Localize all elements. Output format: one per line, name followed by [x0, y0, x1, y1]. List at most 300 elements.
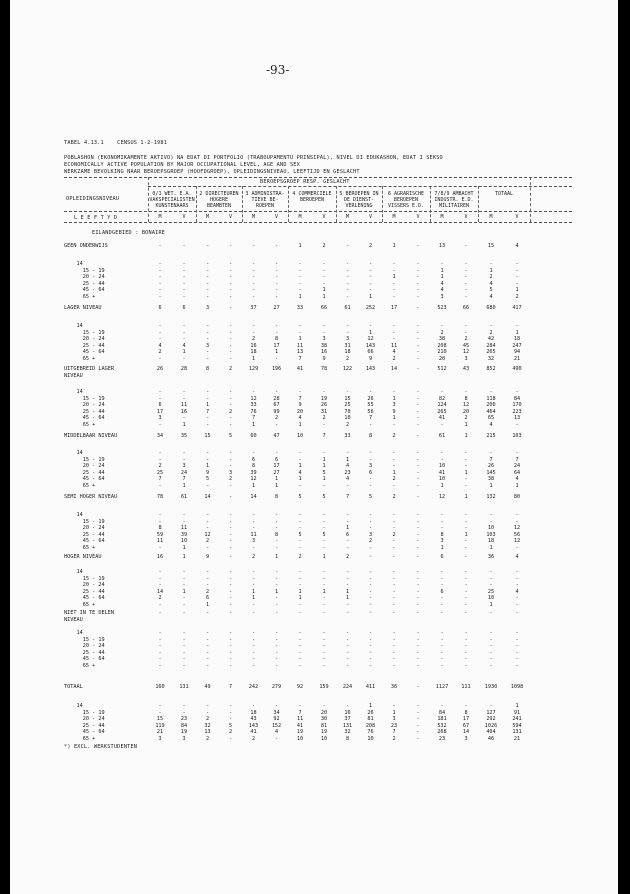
table-cell: - — [274, 602, 279, 608]
row-label: LAGER NIVEAU — [64, 305, 102, 311]
table-cell: 12 — [513, 525, 521, 532]
table-cell: 3 — [158, 415, 162, 422]
table-cell: - — [345, 512, 350, 518]
age-row — [64, 274, 572, 280]
table-cell: 15 — [344, 395, 351, 402]
table-cell: 6 — [251, 456, 256, 463]
table-cell: 103 — [486, 531, 496, 538]
table-cell: 92 — [273, 716, 280, 723]
table-cell: - — [228, 703, 233, 709]
table-cell: - — [205, 575, 210, 582]
table-cell: - — [464, 656, 468, 663]
table-cell: - — [368, 656, 373, 663]
table-cell: - — [464, 274, 468, 281]
table-cell: - — [464, 463, 468, 470]
table-cell: 32 — [344, 729, 351, 736]
table-cell: - — [251, 636, 256, 643]
table-cell: 18 — [487, 538, 495, 545]
table-cell: - — [251, 582, 256, 589]
table-cell: - — [392, 582, 396, 589]
sex-header: V — [368, 214, 372, 220]
table-cell: 2 — [205, 588, 210, 595]
table-cell: - — [392, 554, 396, 560]
table-cell: 127 — [486, 709, 496, 716]
table-cell: - — [228, 630, 233, 636]
table-cell: 7 — [182, 476, 186, 483]
table-cell: - — [464, 280, 468, 287]
table-cell: - — [345, 287, 350, 294]
section-label-row — [64, 494, 572, 500]
table-cell: - — [464, 476, 468, 483]
table-cell: 1 — [515, 329, 519, 336]
table-cell: 34 — [273, 709, 280, 716]
table-cell: - — [515, 595, 519, 602]
table-cell: - — [274, 538, 279, 545]
table-cell: 208 — [365, 722, 376, 729]
table-cell: 145 — [486, 469, 496, 476]
table-cell: 1 — [322, 588, 326, 595]
table-cell: 1 — [440, 545, 444, 551]
table-cell: - — [322, 483, 326, 489]
table-cell: - — [515, 610, 519, 616]
table-cell: 1 — [345, 525, 350, 532]
table-cell: 143 — [365, 366, 376, 372]
table-cell: - — [182, 274, 186, 281]
row-label: 20 - 24 — [64, 336, 105, 343]
table-cell: - — [205, 518, 210, 525]
table-cell: 268 — [437, 729, 447, 736]
table-cell: - — [464, 582, 468, 589]
row-label: 65 + — [64, 483, 96, 489]
table-cell: 1 — [298, 588, 302, 595]
table-cell: - — [298, 518, 302, 525]
row-label: NIVEAU — [64, 617, 83, 623]
table-cell: 67 — [462, 722, 470, 729]
table-cell: 1 — [182, 554, 186, 560]
table-cell: 8 — [205, 366, 210, 372]
table-cell: 11 — [296, 716, 304, 723]
age-row — [64, 643, 572, 649]
table-cell: 2 — [464, 415, 468, 422]
table-cell: - — [416, 329, 420, 336]
table-cell: 21 — [513, 736, 521, 742]
table-cell: - — [416, 402, 420, 409]
table-cell: - — [345, 602, 350, 608]
table-cell: - — [392, 538, 396, 545]
table-cell: - — [392, 267, 396, 274]
table-cell: - — [416, 554, 420, 560]
table-cell: 9 — [368, 356, 373, 362]
table-cell: - — [158, 294, 162, 300]
age-row — [64, 287, 572, 293]
table-cell: 36 — [390, 684, 398, 690]
table-cell: 43 — [462, 366, 470, 372]
table-cell: 9 — [205, 554, 210, 560]
table-cell: 10 — [296, 433, 304, 439]
table-cell: 30 — [320, 716, 328, 723]
table-cell: - — [298, 450, 302, 456]
table-cell: - — [158, 518, 162, 525]
table-cell: 7 — [298, 356, 302, 362]
table-cell: - — [368, 512, 373, 518]
table-cell: 12 — [462, 402, 470, 409]
table-cell: 5 — [489, 287, 493, 294]
table-cell: 131 — [512, 729, 522, 736]
table-cell: 2 — [322, 415, 326, 422]
row-label: GEEN ONDERWIJS — [64, 243, 108, 249]
table-cell: - — [345, 261, 350, 267]
table-cell: - — [440, 261, 444, 267]
table-cell: - — [368, 588, 373, 595]
table-cell: 7 — [228, 684, 233, 690]
table-cell: - — [464, 483, 468, 489]
age-row — [64, 525, 572, 531]
age-row — [64, 343, 572, 349]
table-cell: - — [182, 656, 186, 663]
table-cell: - — [228, 483, 233, 489]
table-cell: - — [416, 610, 420, 616]
table-cell: 2 — [228, 729, 233, 736]
table-cell: - — [345, 518, 350, 525]
table-cell: - — [228, 588, 233, 595]
table-cell: 1 — [298, 463, 302, 470]
sex-header: V — [515, 214, 519, 220]
row-label: 15 - 19 — [64, 395, 105, 402]
table-cell: - — [228, 349, 233, 356]
table-cell: - — [158, 656, 162, 663]
table-cell: 2 — [158, 463, 162, 470]
table-cell: - — [392, 649, 396, 656]
table-cell: 17 — [273, 342, 280, 349]
table-cell: - — [298, 329, 302, 336]
table-cell: - — [322, 636, 326, 643]
table-cell: 2 — [392, 494, 396, 500]
table-cell: 2 — [274, 415, 279, 422]
table-cell: - — [205, 287, 210, 294]
table-cell: - — [274, 569, 279, 575]
table-cell: 1 — [464, 433, 468, 439]
table-cell: 66 — [462, 305, 470, 311]
table-cell: 1 — [464, 422, 468, 428]
column-rule — [288, 186, 289, 222]
table-cell: 6 — [368, 469, 373, 476]
table-cell: 10 — [367, 736, 374, 742]
table-cell: - — [274, 595, 279, 602]
table-cell: 70 — [344, 408, 351, 415]
table-cell: - — [464, 329, 468, 336]
table-cell: - — [416, 538, 420, 545]
table-cell: - — [464, 545, 468, 551]
table-cell: - — [515, 649, 519, 656]
row-label: 15 - 19 — [64, 329, 105, 336]
row-label: SEMI HOGER NIVEAU — [64, 494, 118, 500]
table-cell: 1930 — [484, 684, 498, 690]
table-cell: - — [368, 267, 373, 274]
table-cell: 10 — [438, 476, 446, 483]
table-cell: 60 — [250, 433, 257, 439]
table-cell: 78 — [156, 494, 164, 500]
table-cell: - — [298, 389, 302, 395]
table-cell: - — [158, 575, 162, 582]
table-cell: - — [251, 569, 256, 575]
table-cell: - — [298, 575, 302, 582]
table-cell: 26 — [367, 395, 374, 402]
table-cell: 7 — [322, 433, 326, 439]
table-cell: - — [464, 602, 468, 608]
table-cell: 3 — [440, 294, 444, 300]
table-cell: - — [515, 582, 519, 589]
table-cell: - — [205, 545, 210, 551]
table-cell: - — [228, 716, 233, 723]
table-cell: 14 — [462, 729, 470, 736]
table-cell: - — [228, 569, 233, 575]
table-cell: 2 — [392, 476, 396, 483]
table-cell: - — [205, 663, 210, 669]
table-cell: 1 — [251, 483, 256, 489]
table-cell: - — [515, 512, 519, 518]
table-cell: - — [182, 663, 186, 669]
table-cell: - — [322, 274, 326, 281]
table-cell: - — [158, 422, 162, 428]
table-cell: 15 — [487, 243, 495, 249]
table-cell: - — [298, 610, 302, 616]
table-cell: - — [392, 663, 396, 669]
row-label: 45 - 64 — [64, 415, 105, 422]
table-cell: - — [515, 656, 519, 663]
table-cell: - — [182, 569, 186, 575]
table-cell: - — [464, 450, 468, 456]
table-cell: - — [228, 494, 233, 500]
table-cell: - — [322, 602, 326, 608]
row-label: NIET IN TE DELEN — [64, 610, 114, 616]
row-label: 14 — [64, 630, 83, 636]
table-cell: 1 — [274, 349, 279, 356]
table-cell: - — [322, 569, 326, 575]
table-cell: 16 — [320, 349, 328, 356]
table-cell: 4 — [274, 729, 279, 736]
table-cell: 1 — [489, 545, 493, 551]
table-cell: 26 — [367, 709, 374, 716]
table-cell: 6 — [440, 554, 444, 560]
table-cell: - — [274, 736, 279, 742]
table-cell: - — [298, 569, 302, 575]
table-cell: - — [322, 422, 326, 428]
table-cell: - — [158, 261, 162, 267]
table-cell: 56 — [513, 531, 521, 538]
table-cell: - — [228, 538, 233, 545]
table-title: TABEL 4.13.1 CENSUS 1-2-1981 — [64, 140, 168, 146]
table-cell: - — [464, 243, 468, 249]
table-cell: - — [228, 709, 233, 716]
table-cell: 1 — [392, 395, 396, 402]
table-cell: 14 — [204, 494, 211, 500]
table-cell: - — [205, 649, 210, 656]
table-cell: - — [368, 483, 373, 489]
table-cell: - — [464, 554, 468, 560]
table-cell: 1 — [274, 476, 279, 483]
table-cell: - — [322, 643, 326, 650]
table-cell: 1127 — [435, 684, 449, 690]
table-cell: - — [322, 649, 326, 656]
table-cell: - — [515, 261, 519, 267]
table-cell: - — [228, 531, 233, 538]
table-cell: - — [158, 323, 162, 329]
table-cell: - — [345, 545, 350, 551]
table-cell: - — [464, 294, 468, 300]
row-label: 45 - 64 — [64, 476, 105, 483]
rule-top — [64, 177, 572, 178]
table-cell: 7 — [489, 456, 493, 463]
table-cell: 3 — [205, 342, 210, 349]
table-cell: 1 — [251, 595, 256, 602]
table-cell: 31 — [320, 408, 328, 415]
row-label: 65 + — [64, 736, 96, 742]
table-cell: - — [322, 261, 326, 267]
table-cell: - — [228, 582, 233, 589]
table-cell: - — [392, 643, 396, 650]
caption-line-2: ECONOMICALLY ACTIVE POPULATION BY MAJOR OCCUPATIONAL LEVEL, AGE AND SEX — [64, 162, 300, 168]
table-cell: 8 — [368, 433, 373, 439]
table-cell: - — [182, 243, 186, 249]
table-cell: 1 — [515, 703, 519, 709]
row-label: 15 - 19 — [64, 267, 105, 274]
table-cell: - — [416, 582, 420, 589]
table-cell: - — [368, 518, 373, 525]
age-row — [64, 450, 572, 456]
table-cell: - — [158, 243, 162, 249]
table-cell: 3 — [368, 531, 373, 538]
table-cell: 19 — [320, 729, 328, 736]
row-label: UITGEBREID LAGER — [64, 366, 114, 372]
table-cell: - — [345, 575, 350, 582]
table-cell: 594 — [512, 722, 522, 729]
table-cell: - — [416, 575, 420, 582]
table-cell: - — [464, 595, 468, 602]
table-cell: - — [322, 323, 326, 329]
table-cell: - — [298, 280, 302, 287]
table-cell: 1 — [392, 469, 396, 476]
row-label: 14 — [64, 389, 83, 395]
age-row — [64, 409, 572, 415]
table-cell: - — [322, 512, 326, 518]
table-cell: - — [368, 569, 373, 575]
table-cell: - — [274, 294, 279, 300]
caption-line-1: POBLASHON (EKONOMIKAMENTE AKTIVO) NA EDAT DI PORTFOLIO (TRABOUPAMENTU PRINSIPAL), NIVEL DI EDUKASHON, EDAT I SEKSO — [64, 155, 443, 161]
table-cell: - — [322, 582, 326, 589]
table-cell: - — [205, 525, 210, 532]
table-cell: 26 — [156, 366, 164, 372]
table-cell: 143 — [365, 342, 376, 349]
table-cell: 38 — [487, 476, 495, 483]
age-row — [64, 582, 572, 588]
table-cell: 111 — [461, 684, 471, 690]
table-cell: - — [345, 329, 350, 336]
table-cell: - — [228, 663, 233, 669]
table-cell: - — [158, 582, 162, 589]
table-cell: - — [274, 243, 279, 249]
table-cell: 170 — [512, 402, 522, 409]
table-cell: - — [392, 588, 396, 595]
table-cell: 20 — [462, 408, 470, 415]
table-cell: - — [392, 656, 396, 663]
table-cell: - — [298, 703, 302, 709]
table-cell: - — [416, 356, 420, 362]
table-cell: 16 — [180, 408, 188, 415]
row-label: 25 - 44 — [64, 408, 105, 415]
table-cell: 1 — [515, 287, 519, 294]
table-cell: - — [416, 274, 420, 281]
table-cell: 3 — [182, 463, 186, 470]
row-label: 15 - 19 — [64, 575, 105, 582]
table-cell: - — [489, 575, 493, 582]
table-cell: - — [392, 287, 396, 294]
table-cell: 27 — [273, 305, 280, 311]
table-cell: 2 — [392, 531, 396, 538]
table-cell: 200 — [486, 402, 496, 409]
table-cell: 8 — [464, 709, 468, 716]
table-cell: - — [416, 395, 420, 402]
table-cell: 82 — [438, 395, 446, 402]
table-cell: - — [228, 267, 233, 274]
table-cell: - — [416, 545, 420, 551]
table-cell: 15 — [156, 716, 164, 723]
age-row — [64, 294, 572, 300]
table-cell: - — [182, 456, 186, 463]
table-cell: - — [158, 267, 162, 274]
table-cell: 4 — [515, 554, 519, 560]
table-cell: - — [251, 512, 256, 518]
table-cell: 6 — [345, 531, 350, 538]
row-label: 45 - 64 — [64, 729, 105, 736]
table-cell: - — [274, 663, 279, 669]
table-cell: - — [228, 261, 233, 267]
row-label: 14 — [64, 512, 83, 518]
table-cell: 66 — [367, 349, 374, 356]
table-cell: - — [416, 342, 420, 349]
table-cell: - — [416, 408, 420, 415]
table-cell: 78 — [320, 366, 328, 372]
table-cell: - — [205, 267, 210, 274]
row-label: 20 - 24 — [64, 582, 105, 589]
table-cell: 10 — [487, 595, 495, 602]
age-row — [64, 356, 572, 362]
table-cell: - — [515, 569, 519, 575]
table-cell: - — [440, 663, 444, 669]
age-row — [64, 703, 572, 709]
row-label: 65 + — [64, 356, 96, 362]
table-cell: 464 — [486, 408, 496, 415]
table-cell: - — [416, 602, 420, 608]
age-row — [64, 519, 572, 525]
table-cell: - — [228, 336, 233, 343]
table-cell: - — [205, 336, 210, 343]
table-cell: 3 — [464, 356, 468, 362]
table-cell: - — [416, 525, 420, 532]
table-cell: - — [298, 538, 302, 545]
table-cell: 41 — [296, 366, 304, 372]
table-cell: 18 — [250, 709, 257, 716]
table-cell: - — [322, 389, 326, 395]
table-cell: 6 — [205, 595, 210, 602]
table-cell: 21 — [513, 356, 521, 362]
table-cell: - — [205, 274, 210, 281]
table-cell: 1 — [182, 545, 186, 551]
table-cell: 47 — [273, 433, 280, 439]
table-cell: - — [182, 602, 186, 608]
table-cell: - — [489, 389, 493, 395]
table-cell: 15 — [204, 433, 211, 439]
table-cell: - — [416, 294, 420, 300]
